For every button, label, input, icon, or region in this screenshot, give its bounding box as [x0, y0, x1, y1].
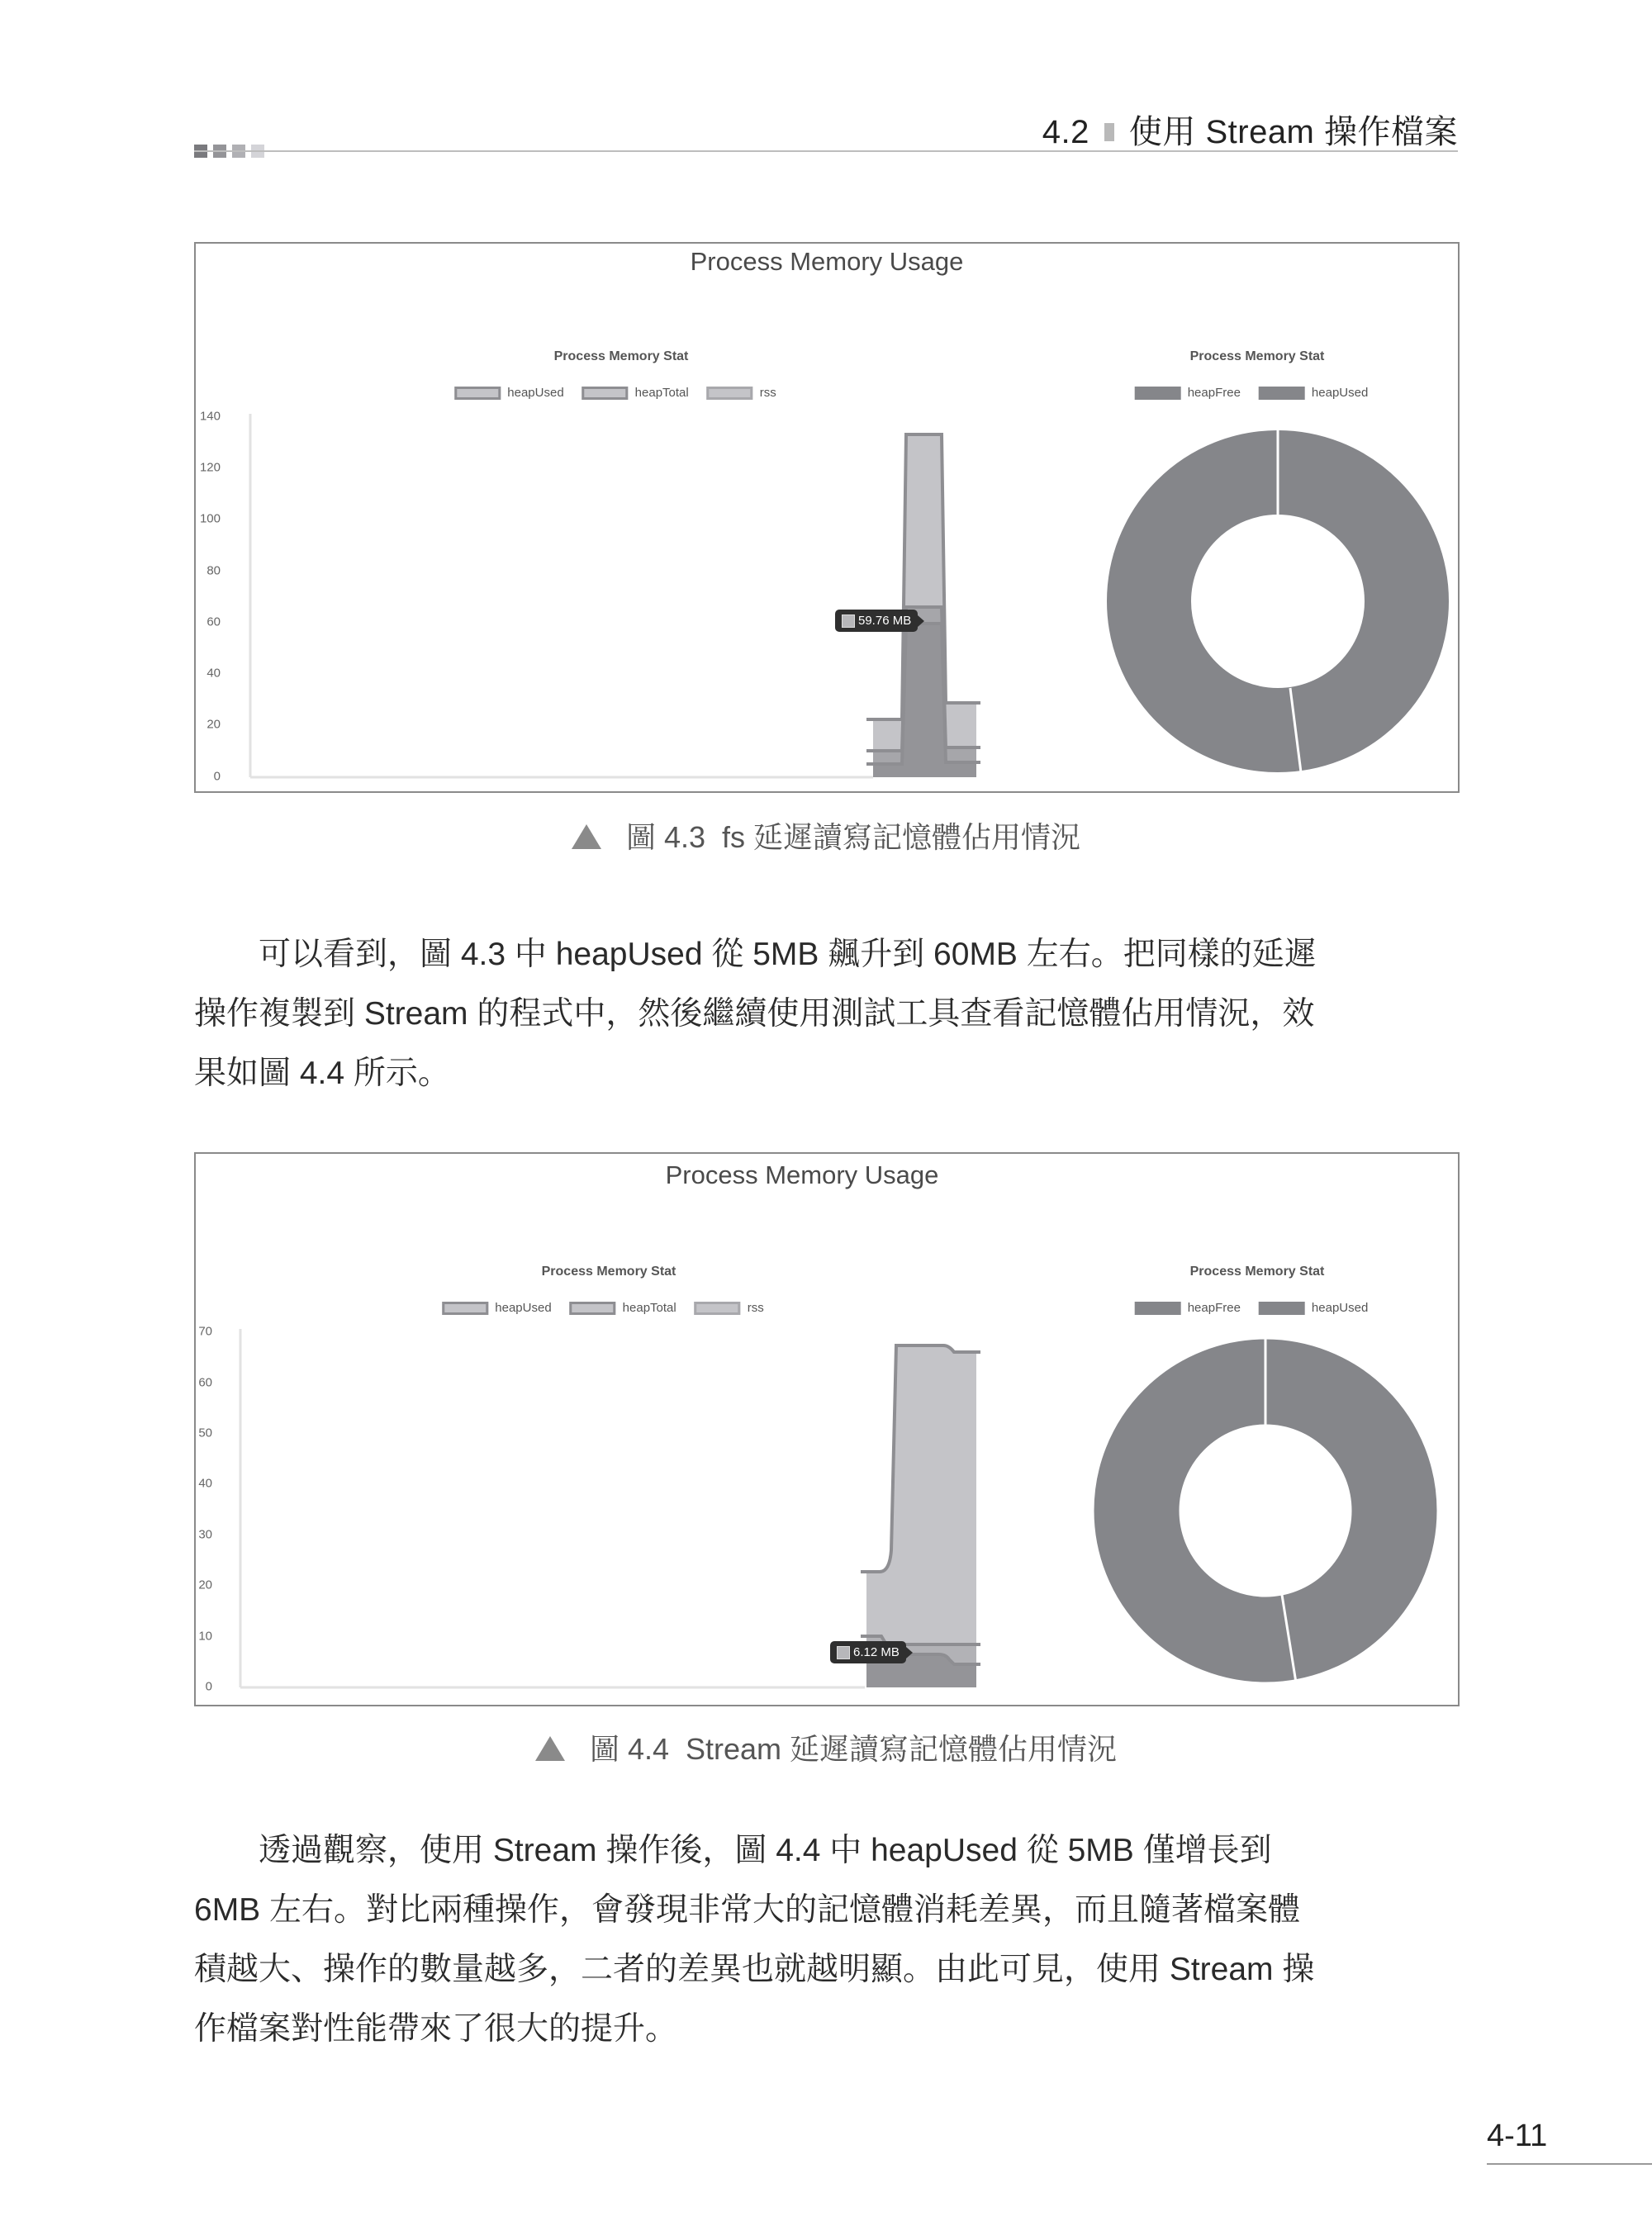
- data-tooltip: [830, 1641, 906, 1663]
- donut-chart-subtitle: Process Memory Stat: [1189, 1265, 1325, 1279]
- y-tick: 40: [198, 1476, 212, 1491]
- section-title: [1042, 106, 1458, 153]
- tooltip-value: 6.12 MB: [853, 1645, 900, 1659]
- body-paragraph-1: [194, 925, 1458, 1103]
- line-chart-subtitle: Process Memory Stat: [541, 1265, 676, 1279]
- figure-title: Process Memory Usage: [665, 1160, 939, 1189]
- tooltip-swatch: [842, 615, 855, 628]
- figure-4-4: [194, 1152, 1460, 1706]
- y-tick: 30: [198, 1527, 212, 1542]
- legend-label-heapused[interactable]: heapUsed: [1311, 1301, 1369, 1315]
- y-tick: 60: [206, 615, 221, 629]
- tooltip-value: 59.76 MB: [858, 614, 912, 628]
- donut-chart: [1137, 1339, 1394, 1682]
- legend-label-rss[interactable]: rss: [747, 1301, 764, 1315]
- caption-label: 圖 4.3: [625, 820, 706, 854]
- y-tick: 70: [198, 1324, 212, 1339]
- y-tick: 50: [198, 1426, 212, 1440]
- y-tick: 80: [206, 563, 221, 578]
- paragraph-line: 積越大、操作的數量越多，二者的差異也就越明顯。由此可見，使用 Stream 操: [194, 1952, 1315, 1987]
- y-tick: 100: [199, 511, 221, 526]
- square-separator-icon: [1104, 123, 1114, 141]
- y-tick: 0: [205, 1679, 212, 1694]
- caption-text: fs 延遲讀寫記憶體佔用情況: [722, 820, 1081, 854]
- figure-title: Process Memory Usage: [690, 247, 964, 276]
- y-tick: 20: [206, 717, 221, 732]
- legend-label-heapfree[interactable]: heapFree: [1187, 386, 1241, 400]
- paragraph-line: 可以看到，圖 4.3 中 heapUsed 從 5MB 飆升到 60MB 左右。把同樣的延遲: [194, 937, 1317, 972]
- triangle-icon: [572, 824, 601, 849]
- donut-chart-subtitle: Process Memory Stat: [1189, 349, 1325, 363]
- line-chart-plot: [196, 244, 1458, 791]
- y-tick: 60: [198, 1375, 212, 1390]
- y-tick: 10: [198, 1629, 212, 1644]
- legend-label-heapused[interactable]: heapUsed: [1311, 386, 1369, 400]
- y-tick: 0: [213, 769, 221, 784]
- figure-4-3: [194, 242, 1460, 793]
- section-number: 4.2: [1042, 114, 1089, 150]
- triangle-icon: [535, 1736, 565, 1761]
- caption-text: Stream 延遲讀寫記憶體佔用情況: [686, 1732, 1118, 1766]
- legend-label-heapused[interactable]: heapUsed: [507, 386, 564, 400]
- line-chart-plot: [196, 1154, 1458, 1705]
- section-name: 使用 Stream 操作檔案: [1128, 114, 1458, 150]
- paragraph-line: 果如圖 4.4 所示。: [194, 1056, 450, 1091]
- donut-chart: [1149, 429, 1407, 772]
- tooltip-swatch: [837, 1646, 850, 1659]
- legend-label-heaptotal[interactable]: heapTotal: [622, 1301, 676, 1315]
- legend-label-rss[interactable]: rss: [759, 386, 776, 400]
- legend-label-heapused[interactable]: heapUsed: [495, 1301, 552, 1315]
- caption-label: 圖 4.4: [589, 1732, 669, 1766]
- line-chart-subtitle: Process Memory Stat: [553, 349, 689, 363]
- y-tick: 120: [199, 460, 221, 475]
- page-number-rule: [1487, 2163, 1652, 2165]
- page-number: 4-11: [1487, 2119, 1548, 2153]
- paragraph-line: 透過觀察，使用 Stream 操作後，圖 4.4 中 heapUsed 從 5MB 僅增長到: [194, 1833, 1272, 1868]
- legend-label-heaptotal[interactable]: heapTotal: [634, 386, 689, 400]
- body-paragraph-2: [194, 1821, 1458, 2059]
- paragraph-line: 作檔案對性能帶來了很大的提升。: [194, 2011, 678, 2047]
- paragraph-line: 6MB 左右。對比兩種操作，會發現非常大的記憶體消耗差異，而且隨著檔案體: [194, 1892, 1301, 1928]
- legend-label-heapfree[interactable]: heapFree: [1187, 1301, 1241, 1315]
- y-tick: 40: [206, 666, 221, 681]
- paragraph-line: 操作複製到 Stream 的程式中，然後繼續使用測試工具查看記憶體佔用情況，效: [194, 996, 1315, 1032]
- figure-caption-4-4: [0, 1726, 1652, 1768]
- y-tick: 140: [199, 409, 221, 424]
- figure-caption-4-3: [0, 814, 1652, 857]
- data-tooltip: [835, 610, 918, 632]
- y-tick: 20: [198, 1578, 212, 1592]
